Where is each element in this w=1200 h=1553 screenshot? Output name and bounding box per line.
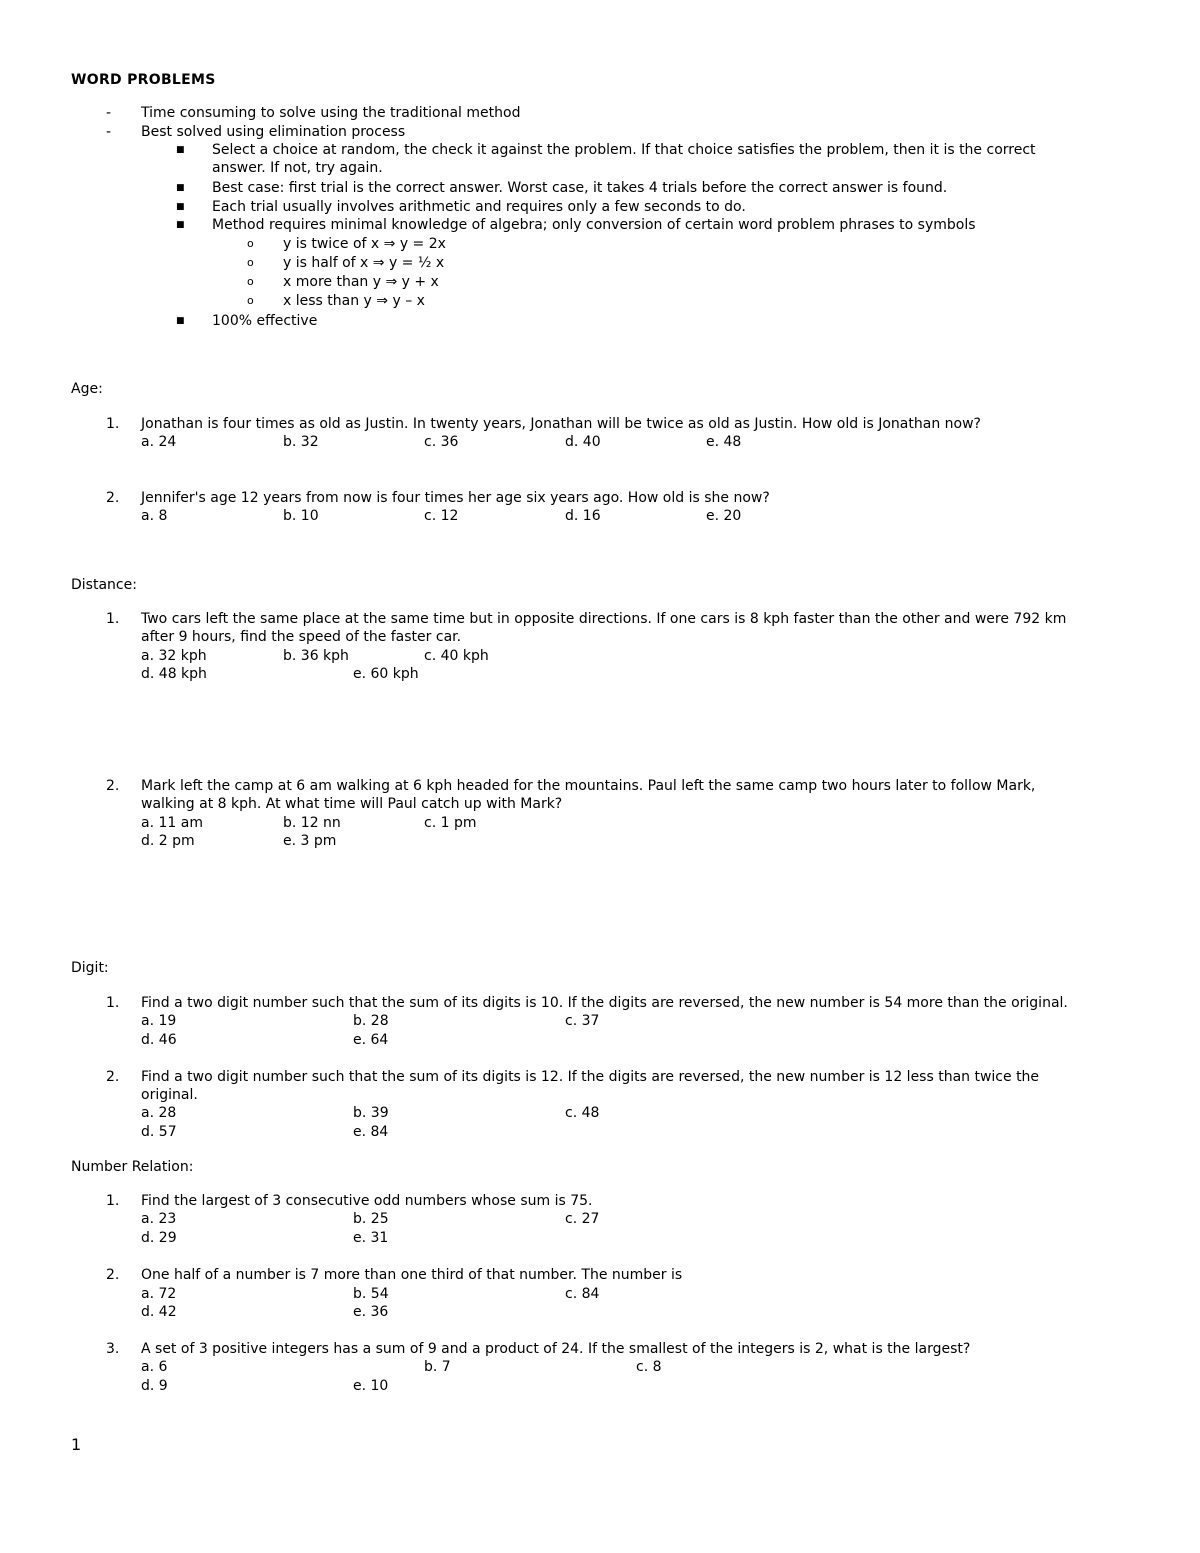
choice: b. 36 kph [283,648,349,664]
section-heading-distance: Distance: [71,577,137,593]
square-bullet-icon: ■ [176,220,185,230]
choice: e. 31 [353,1230,389,1246]
intro-item: Best solved using elimination process [141,124,406,140]
choice: d. 42 [141,1304,177,1320]
problem-text: Two cars left the same place at the same time but in opposite directions. If one cars is 8 kph faster than the other and were 792 km [141,611,1067,627]
problem-text: Find the largest of 3 consecutive odd numbers whose sum is 75. [141,1193,593,1209]
problem-number: 3. [106,1341,120,1357]
choice: c. 27 [565,1211,600,1227]
square-bullet-icon: ■ [176,183,185,193]
square-bullet-icon: ■ [176,202,185,212]
problem-number: 2. [106,490,120,506]
choice: d. 29 [141,1230,177,1246]
problem-text: walking at 8 kph. At what time will Paul catch up with Mark? [141,796,563,812]
problem-text: Find a two digit number such that the sum of its digits is 12. If the digits are reversed, the new number is 12 less than twice the [141,1069,1040,1085]
choice: d. 57 [141,1124,177,1140]
problem-text: A set of 3 positive integers has a sum of 9 and a product of 24. If the smallest of the integers is 2, what is the largest? [141,1341,971,1357]
circle-bullet-icon: o [247,275,254,288]
choice: d. 2 pm [141,833,195,849]
choice: d. 48 kph [141,666,207,682]
section-heading-age: Age: [71,381,103,397]
choice: b. 25 [353,1211,389,1227]
problem-text: original. [141,1087,198,1103]
sub-bullet: x more than y ⇒ y + x [283,274,439,290]
choice: d. 40 [565,434,601,450]
problem-number: 2. [106,1267,120,1283]
problem-number: 2. [106,778,120,794]
choice: a. 24 [141,434,177,450]
problem-text: Find a two digit number such that the sum of its digits is 10. If the digits are reversed, the new number is 54 more than the original. [141,995,1068,1011]
intro-bullet: Best case: first trial is the correct answer. Worst case, it takes 4 trials before the correct answer is found. [212,180,948,196]
square-bullet-icon: ■ [176,316,185,326]
intro-item: Time consuming to solve using the traditional method [141,105,521,121]
sub-bullet: y is twice of x ⇒ y = 2x [283,236,446,252]
section-heading-digit: Digit: [71,960,109,976]
problem-text: Jennifer's age 12 years from now is four times her age six years ago. How old is she now? [141,490,770,506]
choice: a. 72 [141,1286,177,1302]
choice: e. 84 [353,1124,389,1140]
problem-number: 1. [106,1193,120,1209]
square-bullet-icon: ■ [176,145,185,155]
page-title: WORD PROBLEMS [71,72,216,88]
circle-bullet-icon: o [247,294,254,307]
choice: b. 10 [283,508,319,524]
choice: d. 16 [565,508,601,524]
section-heading-number-relation: Number Relation: [71,1159,194,1175]
sub-bullet: x less than y ⇒ y – x [283,293,425,309]
choice: d. 46 [141,1032,177,1048]
choice: c. 40 kph [424,648,489,664]
choice: a. 8 [141,508,168,524]
problem-number: 1. [106,611,120,627]
choice: b. 28 [353,1013,389,1029]
choice: e. 48 [706,434,742,450]
choice: b. 12 nn [283,815,341,831]
choice: c. 1 pm [424,815,477,831]
choice: e. 3 pm [283,833,337,849]
choice: a. 28 [141,1105,177,1121]
problem-number: 1. [106,416,120,432]
problem-text: Jonathan is four times as old as Justin. In twenty years, Jonathan will be twice as old as Justin. How old is Jonathan now? [141,416,981,432]
dash-marker: - [106,105,112,121]
choice: b. 54 [353,1286,389,1302]
choice: b. 39 [353,1105,389,1121]
choice: e. 36 [353,1304,389,1320]
problem-number: 2. [106,1069,120,1085]
intro-bullet: Each trial usually involves arithmetic and requires only a few seconds to do. [212,199,746,215]
choice: c. 8 [636,1359,662,1375]
dash-marker: - [106,124,112,140]
choice: c. 12 [424,508,459,524]
circle-bullet-icon: o [247,237,254,250]
choice: a. 11 am [141,815,203,831]
problem-text: One half of a number is 7 more than one third of that number. The number is [141,1267,683,1283]
choice: a. 6 [141,1359,168,1375]
choice: e. 10 [353,1378,389,1394]
choice: d. 9 [141,1378,168,1394]
choice: e. 60 kph [353,666,419,682]
problem-number: 1. [106,995,120,1011]
choice: e. 64 [353,1032,389,1048]
choice: a. 19 [141,1013,177,1029]
choice: c. 84 [565,1286,600,1302]
circle-bullet-icon: o [247,256,254,269]
intro-bullet: Method requires minimal knowledge of algebra; only conversion of certain word problem phrases to symbols [212,217,976,233]
choice: b. 7 [424,1359,451,1375]
problem-text: Mark left the camp at 6 am walking at 6 kph headed for the mountains. Paul left the same camp two hours later to follow Mark, [141,778,1036,794]
choice: a. 32 kph [141,648,207,664]
choice: c. 48 [565,1105,600,1121]
choice: c. 36 [424,434,459,450]
intro-bullet: 100% effective [212,313,318,329]
choice: e. 20 [706,508,742,524]
choice: b. 32 [283,434,319,450]
choice: a. 23 [141,1211,177,1227]
problem-text: after 9 hours, find the speed of the faster car. [141,629,462,645]
intro-bullet: Select a choice at random, the check it against the problem. If that choice satisfies the problem, then it is the correct answer. If not, try again. [212,142,1036,176]
page-number: 1 [71,1435,82,1454]
sub-bullet: y is half of x ⇒ y = ½ x [283,255,445,271]
choice: c. 37 [565,1013,600,1029]
